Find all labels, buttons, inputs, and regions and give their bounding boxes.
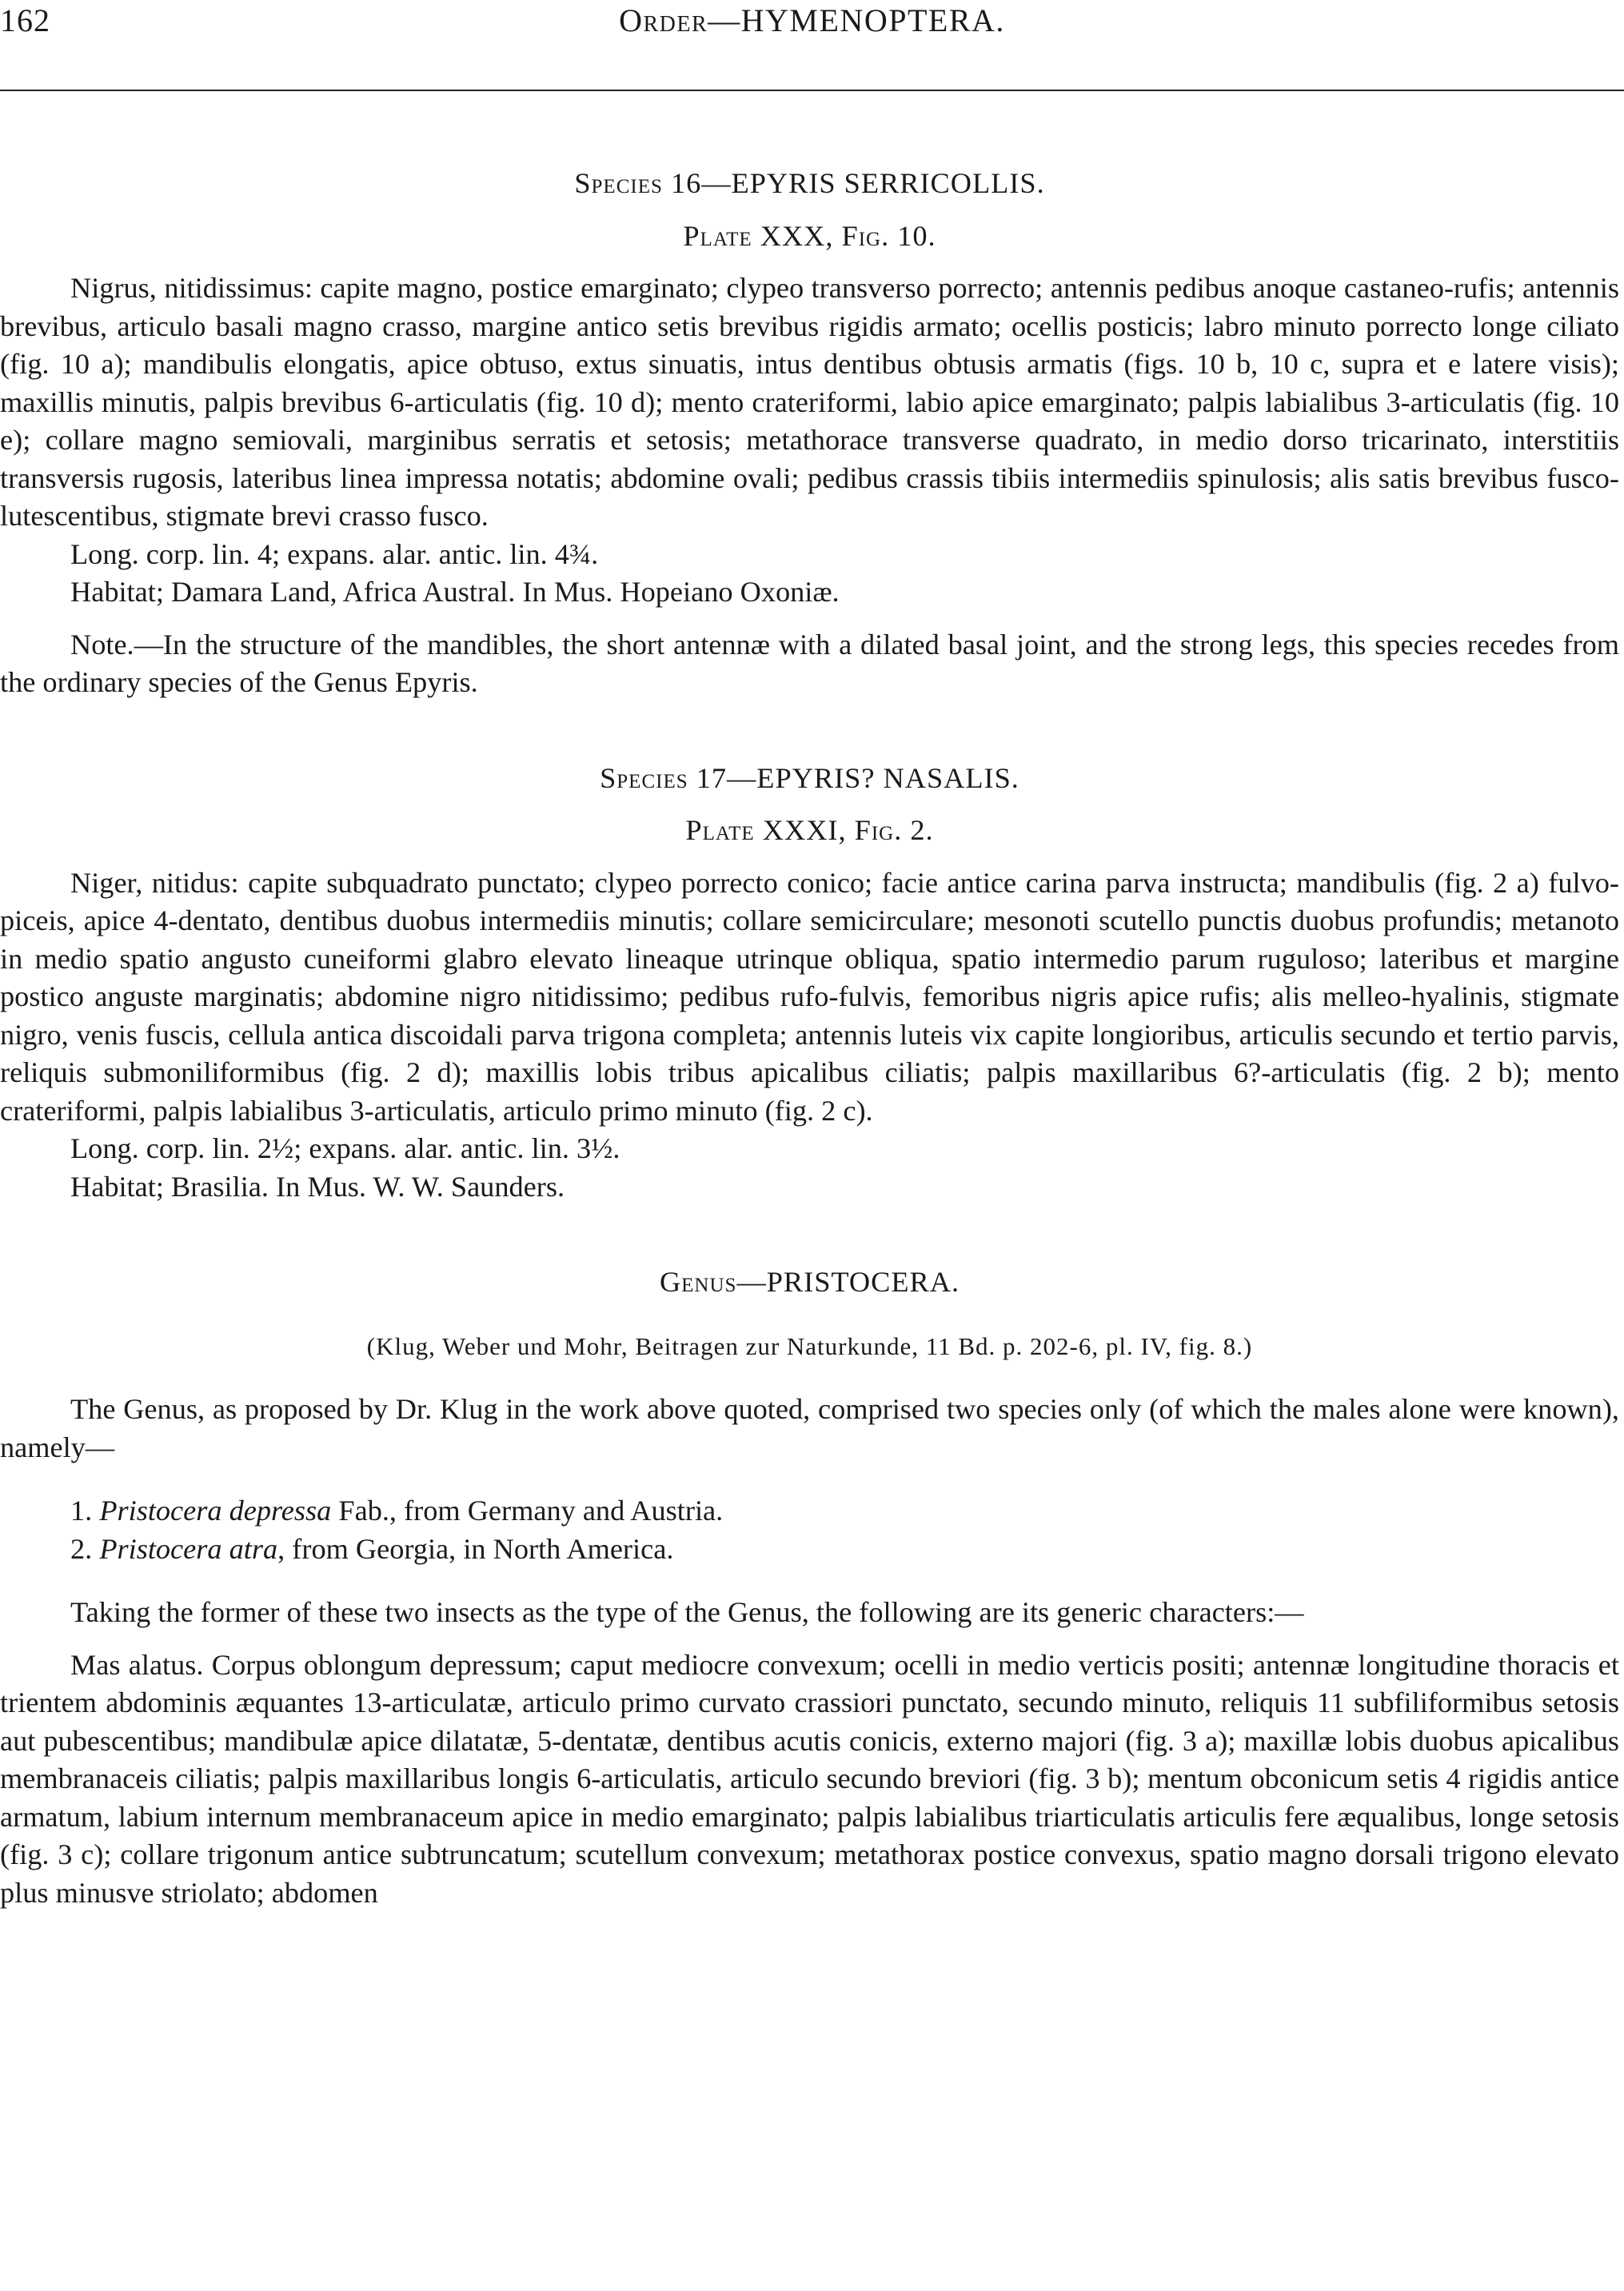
species-17-plate: Plate XXXI, Fig. 2.: [685, 814, 934, 846]
species-17-title: Species 17—EPYRIS? NASALIS.: [600, 761, 1019, 794]
genus-intro: The Genus, as proposed by Dr. Klug in the work above quoted, comprised two species only (of which the males alone were known), namely—: [0, 1393, 1619, 1463]
genus-title: Genus—PRISTOCERA.: [659, 1266, 960, 1298]
species-17-measurements: Long. corp. lin. 2½; expans. alar. antic. lin. 3½.: [70, 1132, 620, 1164]
list-item: 1. Pristocera depressa Fab., from Germany and Austria.: [70, 1495, 724, 1527]
list-item: 2. Pristocera atra, from Georgia, in North America.: [70, 1532, 674, 1565]
species-list: [0, 1492, 1619, 1568]
species-16-habitat: Habitat; Damara Land, Africa Austral. In Mus. Hopeiano Oxoniæ.: [70, 576, 840, 608]
running-head: Order—HYMENOPTERA.: [619, 2, 1005, 38]
page-body: [0, 165, 1619, 1912]
genus-type-sentence: Taking the former of these two insects as the type of the Genus, the following are its generic characters:—: [70, 1596, 1304, 1628]
header-rule: [0, 90, 1624, 91]
species-16-measurements: Long. corp. lin. 4; expans. alar. antic. lin. 4¾.: [70, 537, 599, 570]
genus-citation: (Klug, Weber und Mohr, Beitragen zur Naturkunde, 11 Bd. p. 202-6, pl. IV, fig. 8.): [366, 1331, 1253, 1360]
species-16-plate: Plate XXX, Fig. 10.: [683, 219, 936, 252]
species-16-note: Note.—In the structure of the mandibles, the short antennæ with a dilated basal joint, and the strong legs, this species recedes from the ordinary species of the Genus Epyris.: [0, 628, 1619, 698]
species-16-description: Nigrus, nitidissimus: capite magno, postice emarginato; clypeo transverso porrecto; antennis pedibus anoque castaneo-rufis; antennis brevibus, articulo basali magno crasso, margine antico setis brevibus rigidis armato; ocellis posticis; labro minuto porrecto longe ciliato (fig. 10 a); mandibulis elongatis, apice obtuso, extus sinuatis, intus dentibus obtusis armatis (figs. 10 b, 10 c, supra et e latere visis); maxillis minutis, palpis brevibus 6-articulatis (fig. 10 d); mento crateriformi, labio apice emarginato; palpis labialibus 3-articulatis (fig. 10 e); collare magno semiovali, marginibus serratis et setosis; metathorace transverse quadrato, in medio dorso tricarinato, interstitiis transversis rugosis, lateribus linea impressa notatis; abdomine ovali; pedibus crassis tibiis intermediis spinulosis; alis satis brevibus fusco-lutescentibus, stigmate brevi crasso fusco.: [0, 272, 1619, 532]
page-header: [0, 2, 1624, 50]
species-17-habitat: Habitat; Brasilia. In Mus. W. W. Saunders.: [70, 1170, 565, 1203]
page-number: 162: [0, 2, 50, 38]
generic-characters: Mas alatus. Corpus oblongum depressum; caput mediocre convexum; ocelli in medio verticis positi; antennæ longitudine thoracis et trientem abdominis æquantes 13-articulatæ, articulo primo curvato crassiori punctato, secundo minuto, reliquis 11 subfiliformibus setosis aut pubescentibus; mandibulæ apice dilatatæ, 5-dentatæ, dentibus acutis conicis, externo majori (fig. 3 a); maxillæ lobis duobus apicalibus membranaceis ciliatis; palpis maxillaribus longis 6-articulatis, articulo secundo breviori (fig. 3 b); mentum obconicum setis 4 rigidis antice armatum, labium internum membranaceum apice in medio emarginato; palpis labialibus triarticulatis articulis fere æqualibus, longe setosis (fig. 3 c); collare trigonum antice subtruncatum; scutellum convexum; metathorax postice convexus, spatio magno dorsali trigono elevato plus minusve striolato; abdomen: [0, 1648, 1619, 1909]
species-16-title: Species 16—EPYRIS SERRICOLLIS.: [574, 167, 1045, 199]
species-17-description: Niger, nitidus: capite subquadrato punctato; clypeo porrecto conico; facie antice carina parva instructa; mandibulis (fig. 2 a) fulvo-piceis, apice 4-dentato, dentibus duobus intermediis minutis; collare semicirculare; mesonoti scutello punctis duobus profundis; metanoto in medio spatio angusto cuneiformi glabro elevato lineaque utrinque obliqua, spatio intermedio parum ruguloso; lateribus et margine postico anguste marginatis; abdomine nigro nitidissimo; pedibus rufo-fulvis, femoribus nigris apice rufis; alis melleo-hyalinis, stigmate nigro, venis fuscis, cellula antica discoidali parva trigona completa; antennis luteis vix capite longioribus, articulis secundo et tertio parvis, reliquis submoniliformibus (fig. 2 d); maxillis lobis tribus apicalibus ciliatis; palpis maxillaribus 6?-articulatis (fig. 2 b); mento crateriformi, palpis labialibus 3-articulatis, articulo primo minuto (fig. 2 c).: [0, 866, 1619, 1127]
